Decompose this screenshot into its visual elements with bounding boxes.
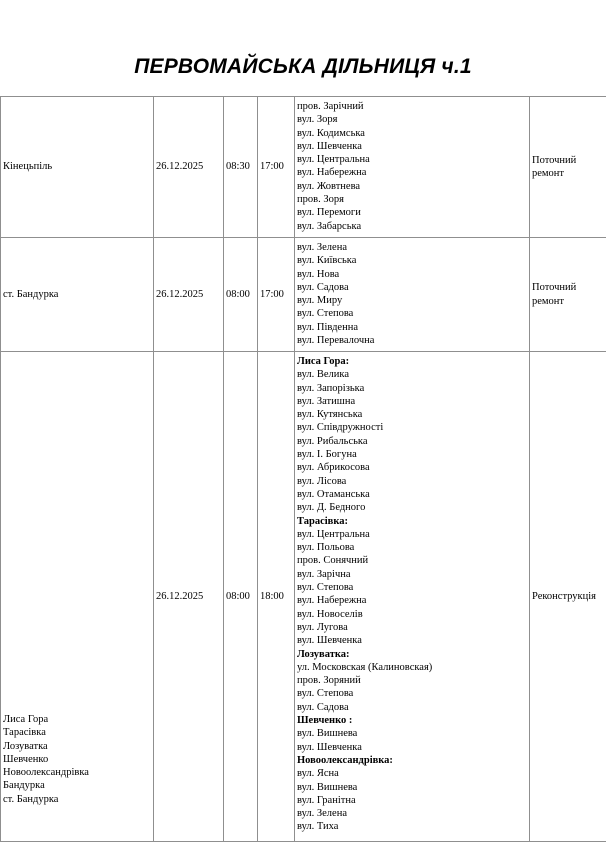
work-type-line: Поточний bbox=[532, 281, 606, 294]
settlement-cell: Кінецьпіль bbox=[1, 97, 154, 238]
address-line: вул. Степова bbox=[297, 581, 527, 594]
address-line: пров. Зоряний bbox=[297, 674, 527, 687]
work-type-cell bbox=[530, 97, 606, 238]
address-group-heading: Новоолександрівка: bbox=[297, 754, 527, 767]
address-line: вул. Новоселів bbox=[297, 608, 527, 621]
address-line: вул. Центральна bbox=[297, 153, 527, 166]
address-line: вул. Шевченка bbox=[297, 140, 527, 153]
outage-schedule-table bbox=[0, 96, 606, 842]
address-line: пров. Зоря bbox=[297, 193, 527, 206]
address-line: вул. Центральна bbox=[297, 528, 527, 541]
start-time-cell: 08:30 bbox=[224, 97, 258, 238]
address-line: вул. Кутянська bbox=[297, 408, 527, 421]
address-line: вул. Вишнева bbox=[297, 727, 527, 740]
work-type-line: Реконструкція bbox=[532, 590, 606, 603]
address-line: вул. Затишна bbox=[297, 395, 527, 408]
page-title: ПЕРВОМАЙСЬКА ДІЛЬНИЦЯ ч.1 bbox=[0, 55, 606, 79]
address-line: пров. Сонячний bbox=[297, 554, 527, 567]
work-type-cell bbox=[530, 352, 606, 842]
work-type-line: ремонт bbox=[532, 167, 606, 180]
address-line: вул. Набережна bbox=[297, 166, 527, 179]
date-cell: 26.12.2025 bbox=[154, 352, 224, 842]
end-time-cell: 17:00 bbox=[258, 97, 295, 238]
settlement-line: Бандурка bbox=[3, 779, 151, 792]
date-cell: 26.12.2025 bbox=[154, 97, 224, 238]
settlement-line: Лозуватка bbox=[3, 740, 151, 753]
address-line: вул. Степова bbox=[297, 307, 527, 320]
address-line: вул. Київська bbox=[297, 254, 527, 267]
address-line: вул. Садова bbox=[297, 281, 527, 294]
settlement-line: Тарасівка bbox=[3, 726, 151, 739]
settlement-line: Шевченко bbox=[3, 753, 151, 766]
address-line: вул. Перемоги bbox=[297, 206, 527, 219]
address-line: вул. Зелена bbox=[297, 241, 527, 254]
address-line: вул. Шевченка bbox=[297, 741, 527, 754]
address-line: вул. І. Богуна bbox=[297, 448, 527, 461]
settlement-line: Новоолександрівка bbox=[3, 766, 151, 779]
table-row bbox=[1, 97, 606, 238]
settlement-cell: ст. Бандурка bbox=[1, 238, 154, 352]
address-line: вул. Рибальська bbox=[297, 435, 527, 448]
end-time-cell: 18:00 bbox=[258, 352, 295, 842]
address-line: вул. Зоря bbox=[297, 113, 527, 126]
address-line: вул. Абрикосова bbox=[297, 461, 527, 474]
table-row bbox=[1, 238, 606, 352]
address-line: вул. Тиха bbox=[297, 820, 527, 833]
address-group-heading: Лиса Гора: bbox=[297, 355, 527, 368]
work-type-line: Поточний bbox=[532, 154, 606, 167]
address-line: вул. Зарічна bbox=[297, 568, 527, 581]
address-line: вул. Польова bbox=[297, 541, 527, 554]
settlement-line: Лиса Гора bbox=[3, 713, 151, 726]
work-type-line: ремонт bbox=[532, 295, 606, 308]
address-line: ул. Московская (Калиновская) bbox=[297, 661, 527, 674]
address-line: вул. Південна bbox=[297, 321, 527, 334]
address-line: вул. Гранітна bbox=[297, 794, 527, 807]
address-line: вул. Миру bbox=[297, 294, 527, 307]
address-line: вул. Степова bbox=[297, 687, 527, 700]
address-line: пров. Зарічний bbox=[297, 100, 527, 113]
address-line: вул. Отаманська bbox=[297, 488, 527, 501]
address-line: вул. Д. Бедного bbox=[297, 501, 527, 514]
address-line: вул. Запорізька bbox=[297, 382, 527, 395]
address-line: вул. Нова bbox=[297, 268, 527, 281]
address-line: вул. Жовтнева bbox=[297, 180, 527, 193]
address-line: вул. Зелена bbox=[297, 807, 527, 820]
addresses-cell bbox=[295, 97, 530, 238]
address-line: вул. Садова bbox=[297, 701, 527, 714]
addresses-cell bbox=[295, 238, 530, 352]
address-line: вул. Перевалочна bbox=[297, 334, 527, 347]
address-group-heading: Шевченко : bbox=[297, 714, 527, 727]
addresses-cell bbox=[295, 352, 530, 842]
settlement-cell bbox=[1, 352, 154, 842]
settlement-line: ст. Бандурка bbox=[3, 793, 151, 806]
start-time-cell: 08:00 bbox=[224, 238, 258, 352]
address-line: вул. Співдружності bbox=[297, 421, 527, 434]
address-line: вул. Ясна bbox=[297, 767, 527, 780]
date-cell: 26.12.2025 bbox=[154, 238, 224, 352]
start-time-cell: 08:00 bbox=[224, 352, 258, 842]
address-line: вул. Лугова bbox=[297, 621, 527, 634]
address-line: вул. Велика bbox=[297, 368, 527, 381]
work-type-cell bbox=[530, 238, 606, 352]
address-line: вул. Лісова bbox=[297, 475, 527, 488]
address-line: вул. Шевченка bbox=[297, 634, 527, 647]
address-line: вул. Набережна bbox=[297, 594, 527, 607]
address-line: вул. Забарська bbox=[297, 220, 527, 233]
address-group-heading: Лозуватка: bbox=[297, 648, 527, 661]
table-row bbox=[1, 352, 606, 842]
end-time-cell: 17:00 bbox=[258, 238, 295, 352]
address-group-heading: Тарасівка: bbox=[297, 515, 527, 528]
address-line: вул. Вишнева bbox=[297, 781, 527, 794]
address-line: вул. Кодимська bbox=[297, 127, 527, 140]
